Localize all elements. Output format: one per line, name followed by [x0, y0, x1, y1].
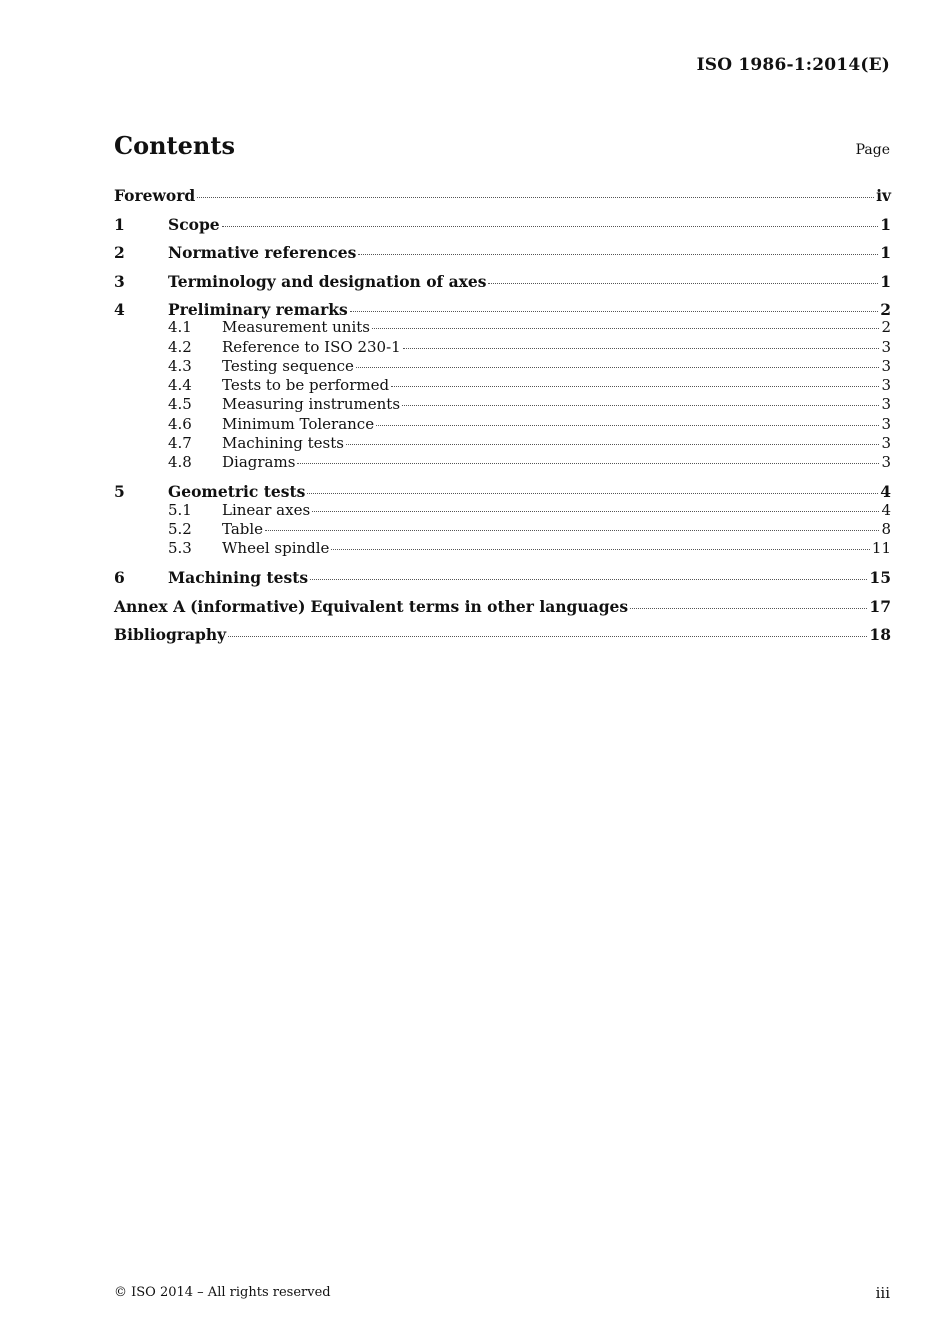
dot-leader: [307, 492, 878, 494]
contents-title: Contents: [114, 131, 235, 160]
dot-leader: [312, 510, 879, 512]
toc-entry-number: 4.2: [168, 337, 192, 356]
toc-entry-page: 3: [881, 453, 891, 472]
toc-entry-title: Wheel spindle: [222, 539, 330, 558]
toc-entry-foreword[interactable]: [114, 185, 891, 214]
toc-entry-5-2[interactable]: [114, 520, 891, 539]
dot-leader: [356, 366, 880, 368]
toc-entry-title: Diagrams: [222, 453, 296, 472]
toc-entry-6[interactable]: [114, 567, 891, 596]
toc-entry-title: Equivalent terms in other languages: [310, 596, 629, 616]
toc-entry-4-8[interactable]: [114, 453, 891, 481]
standard-identifier: ISO 1986-1:2014(E): [696, 55, 890, 75]
table-of-contents: [114, 185, 891, 653]
toc-entry-number: 3: [114, 271, 125, 291]
toc-entry-page: 1: [880, 214, 891, 234]
toc-entry-number: 4.5: [168, 395, 192, 414]
toc-entry-page: 3: [881, 376, 891, 395]
dot-leader: [372, 327, 879, 329]
toc-entry-page: 3: [881, 434, 891, 453]
toc-entry-4-5[interactable]: [114, 395, 891, 414]
toc-entry-page: 3: [881, 337, 891, 356]
toc-entry-page: 1: [880, 271, 891, 291]
dot-leader: [331, 548, 869, 550]
dot-leader: [310, 578, 867, 580]
toc-entry-title: Machining tests: [168, 568, 309, 588]
dot-leader: [402, 404, 879, 406]
toc-entry-page: 4: [880, 482, 891, 502]
toc-entry-2[interactable]: [114, 242, 891, 271]
toc-entry-number: 2: [114, 243, 125, 262]
toc-entry-title: Linear axes: [222, 500, 311, 519]
dot-leader: [630, 607, 867, 609]
toc-entry-title: Measuring instruments: [222, 395, 401, 414]
dot-leader: [391, 385, 879, 387]
toc-entry-page: 17: [869, 596, 891, 616]
toc-entry-title: Foreword: [114, 186, 196, 205]
dot-leader: [222, 225, 879, 227]
toc-entry-4-2[interactable]: [114, 338, 891, 357]
toc-entry-4-4[interactable]: [114, 376, 891, 395]
toc-entry-page: iv: [876, 186, 891, 205]
toc-entry-number: 4.1: [168, 318, 192, 337]
toc-entry-number: 4: [114, 300, 125, 319]
dot-leader: [376, 424, 879, 426]
toc-entry-title: Testing sequence: [222, 356, 354, 375]
toc-entry-bibliography[interactable]: [114, 624, 891, 653]
toc-entry-4[interactable]: [114, 299, 891, 318]
toc-entry-title: Scope: [168, 214, 220, 234]
toc-entry-number: 5.2: [168, 519, 192, 538]
toc-entry-number: 4.3: [168, 356, 192, 375]
toc-entry-5-3[interactable]: [114, 539, 891, 567]
toc-entry-page: 3: [881, 395, 891, 414]
toc-entry-number: 4.7: [168, 434, 192, 453]
toc-entry-number: 1: [114, 214, 125, 234]
toc-entry-page: 2: [881, 318, 891, 337]
toc-entry-4-3[interactable]: [114, 357, 891, 376]
dot-leader: [346, 443, 879, 445]
toc-entry-title: Geometric tests: [168, 482, 306, 502]
toc-entry-page: 11: [871, 539, 891, 558]
toc-entry-number: 4.8: [168, 453, 192, 472]
toc-entry-5-1[interactable]: [114, 501, 891, 520]
toc-entry-page: 3: [881, 414, 891, 433]
toc-entry-title: Reference to ISO 230-1: [222, 337, 401, 356]
toc-entry-page: 1: [880, 243, 891, 262]
toc-entry-title: Table: [222, 519, 264, 538]
toc-entry-3[interactable]: [114, 271, 891, 300]
toc-entry-number: 4.4: [168, 376, 192, 395]
toc-entry-4-6[interactable]: [114, 415, 891, 434]
dot-leader: [488, 282, 878, 284]
toc-entry-number: 5.3: [168, 539, 192, 558]
toc-entry-number: 4.6: [168, 414, 192, 433]
dot-leader: [228, 635, 867, 637]
toc-entry-number: 5.1: [168, 500, 192, 519]
dot-leader: [197, 196, 874, 198]
toc-entry-title: Bibliography: [114, 625, 227, 645]
dot-leader: [265, 529, 879, 531]
toc-entry-4-1[interactable]: [114, 318, 891, 337]
annex-qualifier: (informative): [190, 596, 306, 616]
toc-entry-page: 15: [869, 568, 891, 588]
toc-entry-title: Machining tests: [222, 434, 344, 453]
toc-entry-title: Terminology and designation of axes: [168, 271, 487, 291]
toc-entry-title: Preliminary remarks: [168, 300, 348, 319]
toc-entry-number: 5: [114, 482, 125, 502]
toc-entry-4-7[interactable]: [114, 434, 891, 453]
dot-leader: [403, 347, 880, 349]
dot-leader: [358, 253, 878, 255]
toc-entry-title: Normative references: [168, 243, 357, 262]
toc-entry-page: 8: [881, 519, 891, 538]
toc-entry-page: 4: [881, 500, 891, 519]
toc-entry-1[interactable]: [114, 214, 891, 243]
toc-entry-number: 6: [114, 568, 125, 588]
toc-entry-page: 3: [881, 356, 891, 375]
annex-label: Annex A: [114, 596, 186, 616]
toc-entry-title: Minimum Tolerance: [222, 414, 375, 433]
toc-entry-5[interactable]: [114, 481, 891, 500]
copyright-notice: © ISO 2014 – All rights reserved: [114, 1285, 331, 1300]
toc-entry-title: Measurement units: [222, 318, 370, 337]
toc-entry-annex-a[interactable]: [114, 596, 891, 625]
page-number: iii: [875, 1284, 890, 1302]
dot-leader: [350, 310, 878, 312]
dot-leader: [297, 462, 879, 464]
toc-entry-page: 18: [869, 625, 891, 645]
toc-entry-page: 2: [880, 300, 891, 319]
page-column-label: Page: [855, 142, 890, 158]
toc-entry-title: Tests to be performed: [222, 376, 390, 395]
